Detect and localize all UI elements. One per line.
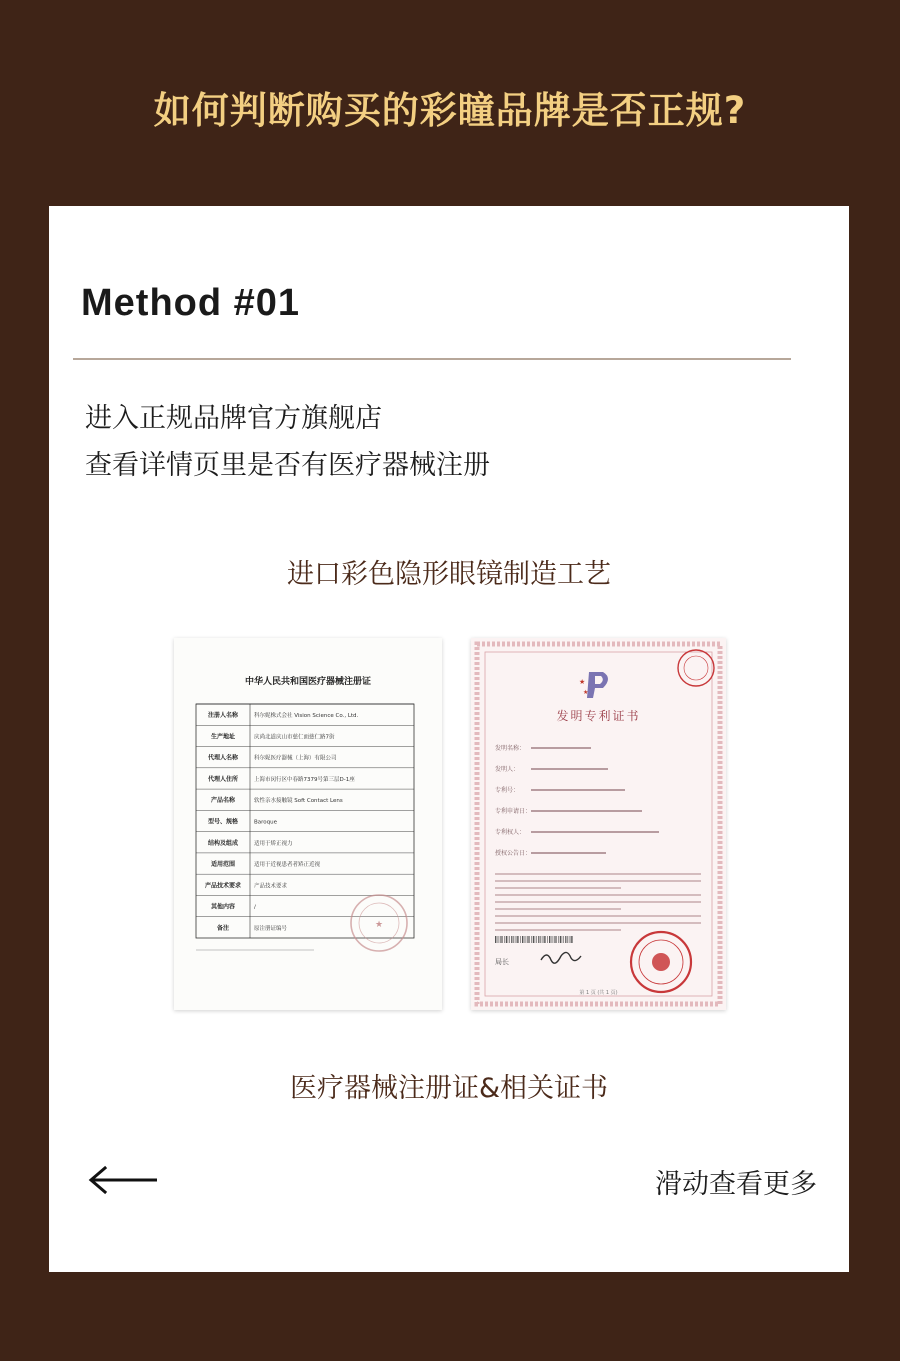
cert-row-value: 上海市闵行区中春路7379号第三层D-1座 [254, 776, 355, 783]
svg-text:★: ★ [583, 689, 589, 696]
cert-row-value: 科尔妮株式会社 Vision Science Co., Ltd. [254, 713, 359, 720]
patent-certificate-graphic [471, 638, 726, 1010]
patent-certificate-image [471, 638, 726, 1010]
svg-text:★: ★ [374, 920, 384, 930]
method-card [49, 206, 849, 1272]
cert-row-label: 适用范围 [210, 861, 236, 869]
method-heading: Method #01 [81, 282, 301, 324]
cert-right-line: 专利申请日： [495, 808, 532, 815]
divider [73, 358, 791, 360]
page-title: 如何判断购买的彩瞳品牌是否正规? [153, 89, 747, 132]
cert-row-value: 产品技术要求 [254, 883, 288, 890]
cert-row-label: 注册人名称 [207, 712, 239, 720]
cert-row-label: 代理人名称 [207, 754, 239, 762]
registration-certificate-image [174, 638, 442, 1010]
cert-right-title: 发明专利证书 [556, 709, 641, 723]
cert-row-value: 软性亲水接触镜 Soft Contact Lens [254, 798, 343, 805]
cert-row-value: 适用于近视患者者矫正近视 [254, 862, 321, 869]
cert-row-value: 科尔妮医疗器械（上海）有限公司 [254, 755, 337, 762]
cert-right-line: 专利号： [495, 787, 520, 794]
cert-right-line: 专利权人： [495, 829, 526, 836]
cert-row-label: 其他内容 [210, 903, 236, 911]
registration-certificate-graphic [174, 638, 442, 1010]
cert-row-value: 原注册证编号 [254, 925, 288, 932]
caption-manufacturing: 进口彩色隐形眼镜制造工艺 [287, 559, 611, 590]
cert-row-label: 生产地址 [210, 733, 236, 741]
cert-row-value: Baroque [254, 819, 278, 826]
cert-row-label: 型号、规格 [207, 818, 239, 826]
cert-row-label: 产品技术要求 [204, 882, 242, 890]
cert-row-label: 产品名称 [210, 797, 236, 805]
slide-more-label[interactable]: 滑动查看更多 [655, 1169, 817, 1200]
cert-row-value: / [254, 904, 256, 911]
description-line: 查看详情页里是否有医疗器械注册 [85, 450, 490, 481]
cert-row-label: 代理人住所 [207, 775, 239, 783]
cert-right-line: 授权公告日： [495, 850, 532, 857]
arrow-left-icon[interactable] [85, 1162, 165, 1198]
cert-right-line: 发明名称： [495, 745, 526, 752]
description-line: 进入正规品牌官方旗舰店 [85, 403, 382, 434]
cert-right-line: 发明人： [495, 766, 520, 773]
svg-text:★: ★ [579, 678, 586, 686]
slide-navigation [85, 1156, 817, 1204]
cert-row-label: 备注 [216, 924, 230, 932]
cert-row-label: 结构及组成 [207, 839, 239, 847]
caption-certificates: 医疗器械注册证&相关证书 [289, 1073, 609, 1104]
cert-left-title: 中华人民共和国医疗器械注册证 [244, 677, 372, 687]
svg-text:第 1 页 (共 1 页): 第 1 页 (共 1 页) [579, 990, 618, 996]
cert-right-footer: 局长 [495, 958, 509, 966]
cert-row-value: 庆尚北道庆山市慈仁面慈仁路7街 [254, 734, 335, 741]
cert-row-value: 适用于矫正视力 [254, 840, 293, 847]
